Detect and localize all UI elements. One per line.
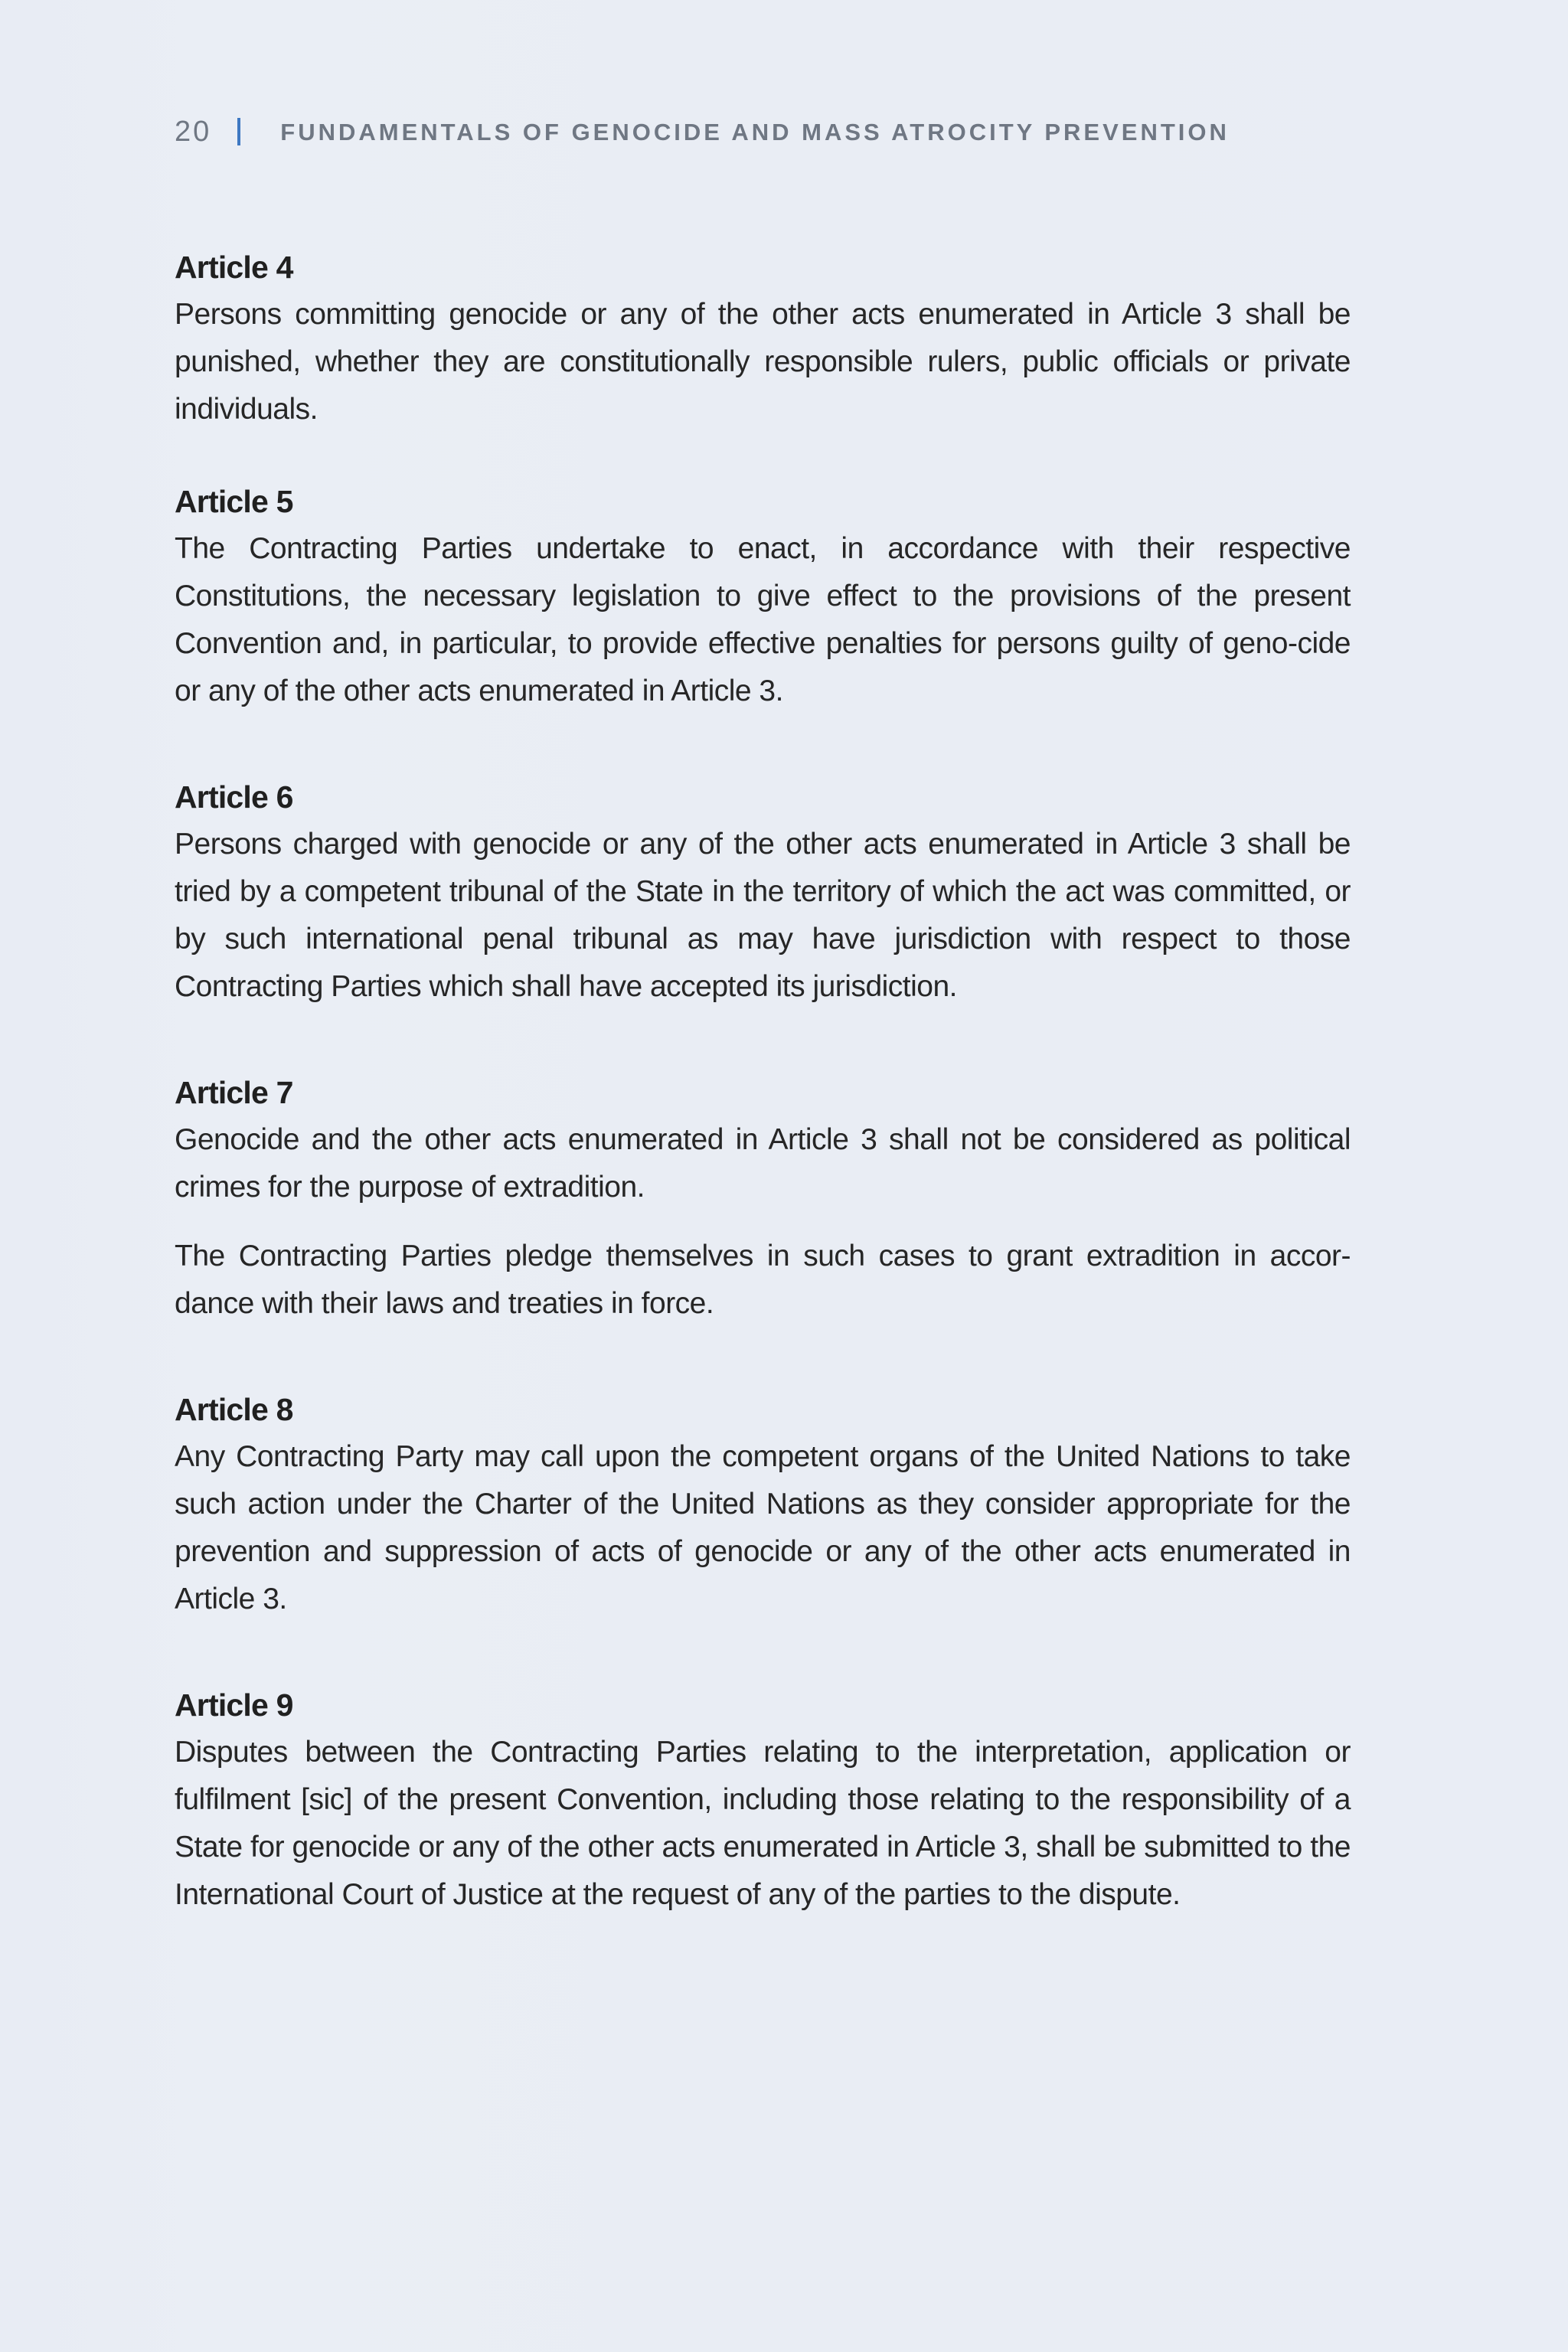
article-paragraph: Any Contracting Party may call upon the competent organs of the United Nations to take such action under the Charter of the United Nations as they consider appropriate for the prevention and suppression of acts of genocide or any of the other acts enumerated in Article 3. [175, 1440, 1351, 1615]
document-body [175, 243, 1351, 1919]
article-8 [175, 1386, 1351, 1623]
article-paragraph: Persons charged with genocide or any of the other acts enumerated in Article 3 shall be tried by a competent tribunal of the State in the territory of which the act was committed, or by such international penal tribunal as may have jurisdiction with respect to those Contracting Parties which shall have accepted its jurisdiction. [175, 828, 1351, 1003]
header-divider [237, 118, 240, 145]
article-9 [175, 1681, 1351, 1919]
article-title: Article 8 [175, 1392, 293, 1427]
article-title: Article 9 [175, 1687, 293, 1723]
page-number: 20 [175, 116, 212, 148]
running-header [175, 113, 1230, 150]
article-title: Article 4 [175, 250, 293, 285]
article-title: Article 7 [175, 1075, 293, 1110]
article-title: Article 5 [175, 484, 293, 519]
article-7 [175, 1069, 1351, 1328]
article-paragraph: The Contracting Parties undertake to enact, in accordance with their respective Constitutions, the necessary legislation to give effect to the provisions of the present Convention and, in particular, to provide effective penalties for persons guilty of geno-cide or any of the other acts enumerated in Article 3. [175, 532, 1351, 707]
article-title: Article 6 [175, 779, 293, 815]
article-4 [175, 243, 1351, 433]
article-paragraph: The Contracting Parties pledge themselves in such cases to grant extradition in accor-dance with their laws and treaties in force. [175, 1240, 1351, 1320]
article-6 [175, 773, 1351, 1011]
article-5 [175, 478, 1351, 715]
running-header-title: FUNDAMENTALS OF GENOCIDE AND MASS ATROCITY PREVENTION [280, 118, 1230, 145]
article-paragraph: Persons committing genocide or any of the other acts enumerated in Article 3 shall be punished, whether they are constitutionally responsible rulers, public officials or private individuals. [175, 298, 1351, 426]
article-paragraph: Disputes between the Contracting Parties relating to the interpretation, application or fulfilment [sic] of the present Convention, including those relating to the responsibility of a State for genocide or any of the other acts enumerated in Article 3, shall be submitted to the International Court of Justice at the request of any of the parties to the dispute. [175, 1736, 1351, 1911]
article-paragraph: Genocide and the other acts enumerated in Article 3 shall not be considered as political crimes for the purpose of extradition. [175, 1123, 1351, 1204]
